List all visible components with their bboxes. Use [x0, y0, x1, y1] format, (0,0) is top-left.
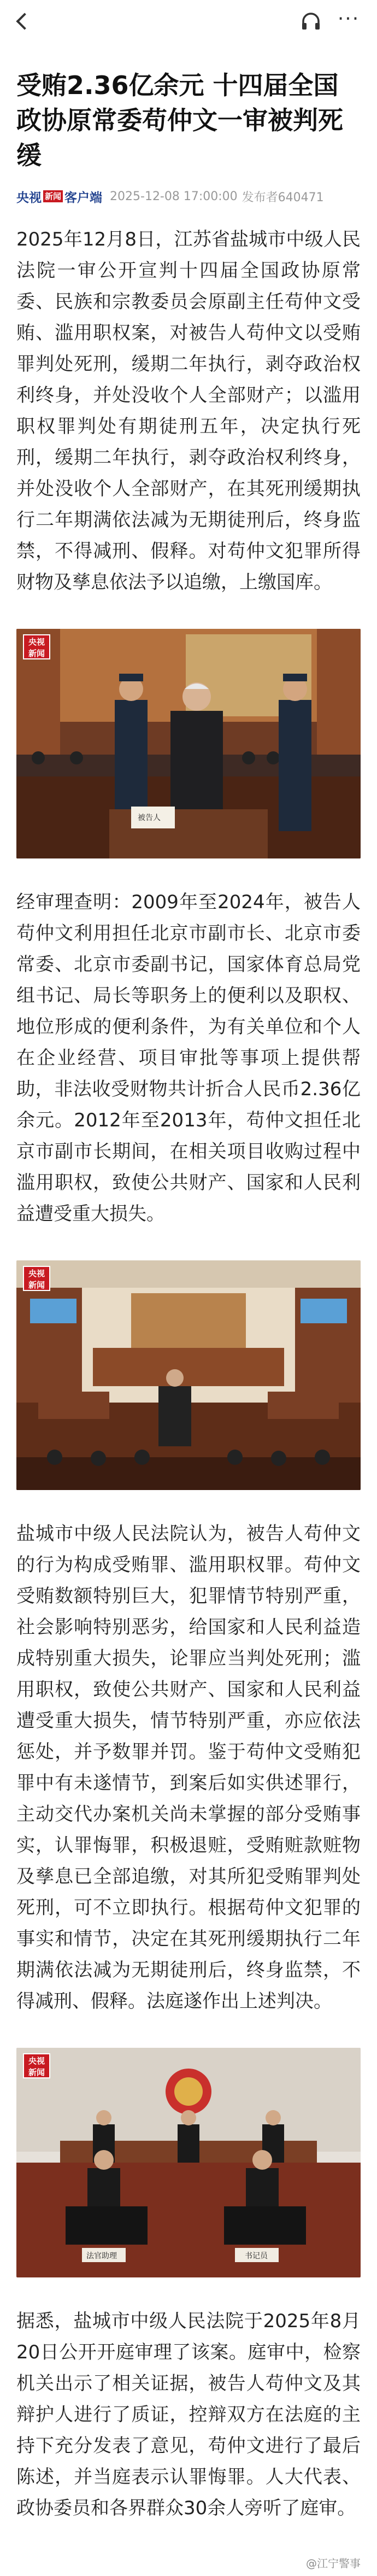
- article-meta: [16, 187, 361, 206]
- court-photo-1-image: [16, 629, 361, 858]
- court-photo-defendant[interactable]: [16, 629, 361, 858]
- logo-line-2: 新闻: [28, 1280, 45, 1290]
- headphones-icon: [299, 10, 322, 33]
- article-paragraph: 2025年12月8日，江苏省盐城市中级人民法院一审公开宣判十四届全国政协原常委、民族和宗教委员会原副主任苟仲文受贿、滥用职权案，对被告人苟仲文以受贿罪判处死刑，缓期二年执行，剥夺政治权利终身，并处没收个人全部财产；以滥用职权罪判处有期徒刑五年，决定执行死刑，缓期二年执行，剥夺政治权利终身，并处没收个人全部财产，在其死刑缓期执行二年期满依法减为无期徒刑后，终身监禁，不得减刑、假释。对苟仲文犯罪所得财物及孳息依法予以追缴，上缴国库。: [16, 229, 361, 593]
- logo-line-2: 新闻: [28, 2067, 45, 2077]
- publisher-id: 发布者640471: [241, 190, 324, 205]
- court-photo-judges[interactable]: [16, 2048, 361, 2277]
- watermark: @江宁警事: [306, 2557, 361, 2570]
- source-logo[interactable]: [16, 188, 102, 206]
- source-brand-b: 客户端: [64, 190, 103, 205]
- top-nav-bar: [0, 0, 377, 43]
- article-paragraph: 经审理查明：2009年至2024年，被告人苟仲文利用担任北京市副市长、北京市委常委、北京市委副书记，国家体育总局党组书记、局长等职务上的便利以及职权、地位形成的便利条件，为有关单位和个人在企业经营、项目审批等事项上提供帮助，非法收受财物共计折合人民币2.36亿余元。2012年至2013年，苟仲文担任北京市副市长期间，在相关项目收购过程中滥用职权，致使公共财产、国家和人民利益遭受重大损失。: [16, 891, 361, 1225]
- article-paragraph: 据悉，盐城市中级人民法院于2025年8月20日公开开庭审理了该案。庭审中，检察机关出示了相关证据，被告人苟仲文及其辩护人进行了质证，控辩双方在法庭的主持下充分发表了意见，苟仲文进行了最后陈述，并当庭表示认罪悔罪。人大代表、政协委员和各界群众30余人旁听了庭审。: [16, 2310, 361, 2519]
- article-title: 受贿2.36亿余元 十四届全国政协原常委苟仲文一审被判死缓: [16, 71, 343, 170]
- logo-line-1: 央视: [28, 2056, 45, 2066]
- logo-line-1: 央视: [28, 1269, 45, 1278]
- article-body: [0, 68, 377, 2573]
- article-paragraph: 盐城市中级人民法院认为，被告人苟仲文的行为构成受贿罪、滥用职权罪。苟仲文受贿数额特别巨大，犯罪情节特别严重，社会影响特别恶劣，给国家和人民利益造成特别重大损失，论罪应当判处死刑；滥用职权，致使公共财产、国家和人民利益遭受重大损失，情节特别严重，亦应依法惩处，并予数罪并罚。鉴于苟仲文受贿犯罪中有未遂情节，到案后如实供述罪行，主动交代办案机关尚未掌握的部分受贿事实，认罪悔罪，积极退赃，受贿赃款赃物及孳息已全部追缴，对其所犯受贿罪判处死刑，可不立即执行。根据苟仲文犯罪的事实和情节，决定在其死刑缓期执行二年期满依法减为无期徒刑后，终身监禁，不得减刑、假释。法庭遂作出上述判决。: [16, 1523, 361, 2012]
- logo-line-1: 央视: [28, 637, 45, 647]
- publish-time: 2025-12-08 17:00:00: [110, 189, 238, 203]
- source-brand-box: 新闻: [43, 190, 63, 202]
- listen-button[interactable]: [299, 10, 322, 33]
- clerk-sign: 书记员: [245, 2252, 268, 2260]
- defendant-sign: 被告人: [138, 814, 161, 822]
- source-brand-a: 央视: [16, 190, 42, 205]
- court-photo-courtroom[interactable]: [16, 1260, 361, 1490]
- logo-line-2: 新闻: [28, 649, 45, 658]
- cctv-news-logo: [23, 1266, 50, 1291]
- back-button[interactable]: [12, 10, 34, 32]
- court-photo-3-image: [16, 2048, 361, 2277]
- cctv-news-logo: [23, 2053, 50, 2078]
- cctv-news-logo: [23, 634, 50, 659]
- court-photo-2-image: [16, 1260, 361, 1490]
- more-options-button[interactable]: ···: [337, 8, 360, 30]
- clerk-assistant-sign: 法官助理: [86, 2252, 117, 2260]
